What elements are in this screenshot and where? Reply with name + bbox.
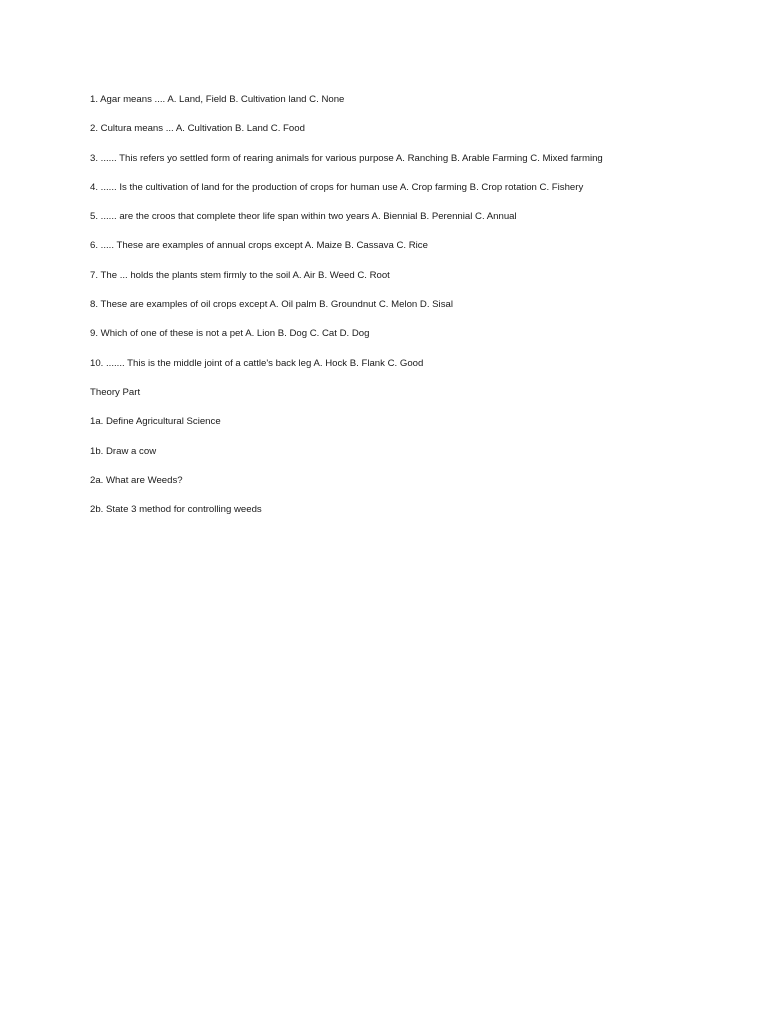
question-7: 7. The ... holds the plants stem firmly to the soil A. Air B. Weed C. Root: [90, 269, 390, 281]
theory-item-1a: 1a. Define Agricultural Science: [90, 416, 221, 428]
question-8: 8. These are examples of oil crops except A. Oil palm B. Groundnut C. Melon D. Sisal: [90, 299, 453, 311]
question-10: 10. ....... This is the middle joint of a cattle's back leg A. Hock B. Flank C. Good: [90, 357, 424, 369]
theory-heading: Theory Part: [90, 386, 141, 398]
question-3: 3. ...... This refers yo settled form of rearing animals for various purpose A. Ranching B. Arable Farming C. Mixed farming: [90, 152, 603, 164]
question-6: 6. ..... These are examples of annual crops except A. Maize B. Cassava C. Rice: [90, 240, 428, 252]
theory-item-1b: 1b. Draw a cow: [90, 445, 157, 457]
question-4: 4. ...... Is the cultivation of land for the production of crops for human use A. Crop farming B. Crop rotation C. Fishery: [90, 181, 584, 193]
question-9: 9. Which of one of these is not a pet A. Lion B. Dog C. Cat D. Dog: [90, 328, 370, 340]
question-2: 2. Cultura means ... A. Cultivation B. Land C. Food: [90, 123, 305, 135]
theory-item-2b: 2b. State 3 method for controlling weeds: [90, 504, 262, 516]
question-1: 1. Agar means .... A. Land, Field B. Cultivation land C. None: [90, 94, 345, 105]
document-body: [90, 93, 730, 532]
question-5: 5. ...... are the croos that complete theor life span within two years A. Biennial B. Perennial C. Annual: [90, 211, 517, 223]
theory-item-2a: 2a. What are Weeds?: [90, 474, 183, 486]
